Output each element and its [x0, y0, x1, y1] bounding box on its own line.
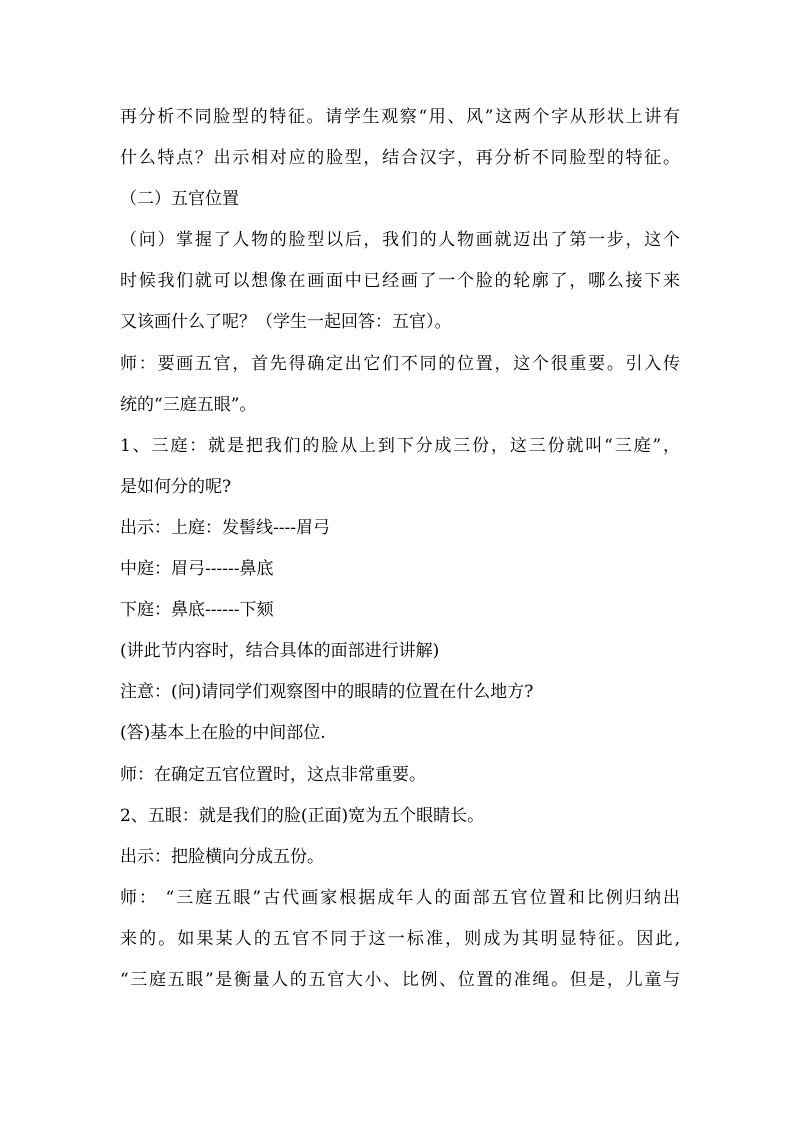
text-line: 出示：把脸横向分成五份。 [120, 846, 324, 867]
text-line: 是如何分的呢? [120, 476, 232, 497]
text-line: 时候我们就可以想像在画面中已经画了一个脸的轮廓了，哪么接下来 [120, 271, 680, 292]
text-line: 1、三庭：就是把我们的脸从上到下分成三份，这三份就叫“三庭”， [120, 435, 680, 456]
text-line: 来的。如果某人的五官不同于这一标准，则成为其明显特征。因此, [120, 928, 680, 949]
text-line: 师： “三庭五眼”古代画家根据成年人的面部五官位置和比例归纳出 [120, 887, 680, 908]
text-line: 中庭：眉弓------鼻底 [120, 559, 274, 580]
text-line: (答)基本上在脸的中间部位. [120, 723, 326, 744]
text-line: 什么特点？出示相对应的脸型，结合汉字，再分析不同脸型的特征。 [120, 148, 680, 169]
text-line: 又该画什么了呢？（学生一起回答：五官）。 [120, 312, 452, 333]
text-line: 2、五眼：就是我们的脸(正面)宽为五个眼睛长。 [120, 805, 485, 826]
text-line: 师：要画五官，首先得确定出它们不同的位置，这个很重要。引入传 [120, 353, 680, 374]
text-line: 注意：(问)请同学们观察图中的眼睛的位置在什么地方? [120, 682, 534, 703]
text-line: 统的“三庭五眼”。 [120, 394, 257, 415]
text-line: （问）掌握了人物的脸型以后，我们的人物画就迈出了第一步，这个 [120, 230, 680, 251]
text-line: 再分析不同脸型的特征。请学生观察“用、风”这两个字从形状上讲有 [120, 107, 680, 127]
text-line: 出示：上庭：发髻线----眉弓 [120, 517, 330, 538]
document-body [120, 97, 680, 1001]
text-line: 下庭：鼻底------下颏 [120, 600, 274, 621]
text-line: “三庭五眼”是衡量人的五官大小、比例、位置的准绳。但是，儿童与 [120, 969, 680, 990]
text-line: (讲此节内容时，结合具体的面部进行讲解) [120, 641, 440, 662]
text-line: 师：在确定五官位置时，这点非常重要。 [120, 764, 426, 785]
text-line: （二）五官位置 [120, 189, 239, 210]
